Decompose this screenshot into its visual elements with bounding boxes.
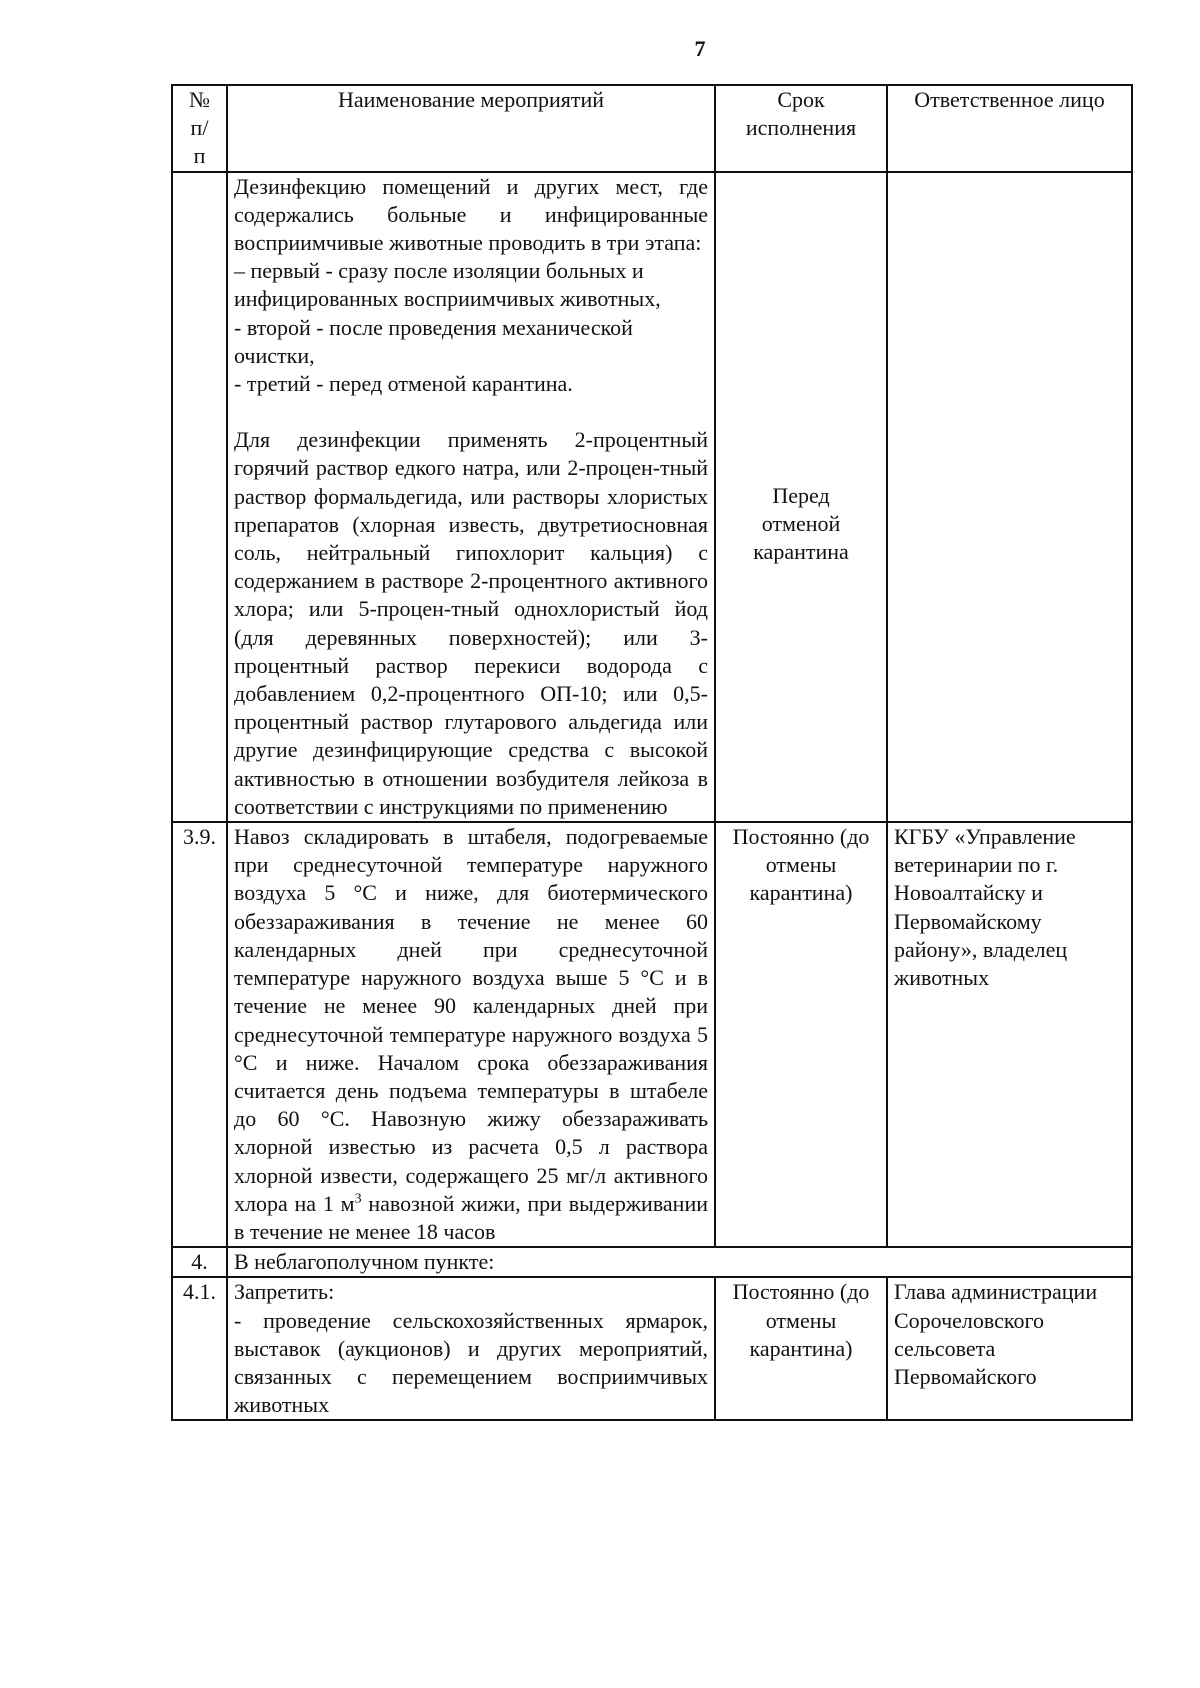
row-3-9-name [227,822,715,1247]
page-number: 7 [694,36,706,61]
row-cont-num [172,172,227,822]
row-3-9-name-tail: навозной жижи, при выдерживании в течение не менее 18 часов [234,1190,708,1244]
row-4-1-num: 4.1. [172,1277,227,1420]
row-cont-name-list: – первый - сразу после изоляции больных и инфицированных восприимчивых животных, - второй - после проведения механической очистки, - третий - перед отменой карантина. [234,258,661,397]
table-row-continuation [172,172,1132,822]
row-3-9-superscript: 3 [354,1191,362,1207]
table-header-row [172,85,1132,172]
row-cont-name [227,172,715,822]
row-4-1-name-head: Запретить: [234,1279,335,1305]
paragraph-gap [234,398,708,426]
row-cont-responsible [887,172,1132,822]
row-3-9-num: 3.9. [172,822,227,1247]
table-row-3-9 [172,822,1132,1247]
measures-table [171,84,1133,1421]
row-cont-deadline [715,172,887,822]
deadline-spacer [722,173,880,482]
header-name: Наименование мероприятий [227,85,715,172]
table-row-4-1 [172,1277,1132,1420]
row-4-1-name [227,1277,715,1420]
row-cont-deadline-text: Перед отменой карантина [753,482,849,565]
header-num: № п/п [172,85,227,172]
row-4-num: 4. [172,1247,227,1277]
row-3-9-deadline: Постоянно (до отмены карантина) [715,822,887,1247]
row-3-9-responsible: КГБУ «Управление ветеринарии по г. Новоалтайску и Первомайскому району», владелец животных [887,822,1132,1247]
header-deadline: Срок исполнения [715,85,887,172]
row-4-1-deadline: Постоянно (до отмены карантина) [715,1277,887,1420]
row-cont-name-part1: Дезинфекцию помещений и других мест, где содержались больные и инфицированные восприимчивые животные проводить в три этапа: [234,173,708,256]
row-3-9-name-text: Навоз складировать в штабеля, подогреваемые при среднесуточной температуре наружного воздуха 5 °С и ниже, для биотермического обеззараживания в течение не менее 60 календарных дней при среднесуточной температуре наружного воздуха выше 5 °С и в течение не менее 90 календарных дней при среднесуточной температуре наружного воздуха 5 °С и ниже. Началом срока обеззараживания считается день подъема температуры в штабеле до 60 °С. Навозную жижу обеззараживать хлорной известью из расчета 0,5 л раствора хлорной извести, содержащего 25 мг/л активного хлора на 1 м [234,824,708,1216]
row-4-1-name-body: - проведение сельскохозяйственных ярмарок, выставок (аукционов) и других мероприятий, связанных с перемещением восприимчивых животных [234,1307,708,1418]
header-responsible: Ответственное лицо [887,85,1132,172]
row-4-1-responsible: Глава администрации Сорочеловского сельсовета Первомайского [887,1277,1132,1420]
row-4-name: В неблагополучном пункте: [227,1247,1132,1277]
table-row-4 [172,1247,1132,1277]
row-cont-name-part2: Для дезинфекции применять 2-процентный горячий раствор едкого натра, или 2-процен-тный раствор формальдегида, или растворы хлористых препаратов (хлорная известь, двутретиосновная соль, нейтральный гипохлорит кальция) с содержанием в растворе 2-процентного активного хлора; или 5-процен-тный однохлористый йод (для деревянных поверхностей); или 3-процентный раствор перекиси водорода с добавлением 0,2-процентного ОП-10; или 0,5-процентный раствор глутарового альдегида или другие дезинфицирующие средства с высокой активностью в отношении возбудителя лейкоза в соответствии с инструкциями по применению [234,427,708,819]
